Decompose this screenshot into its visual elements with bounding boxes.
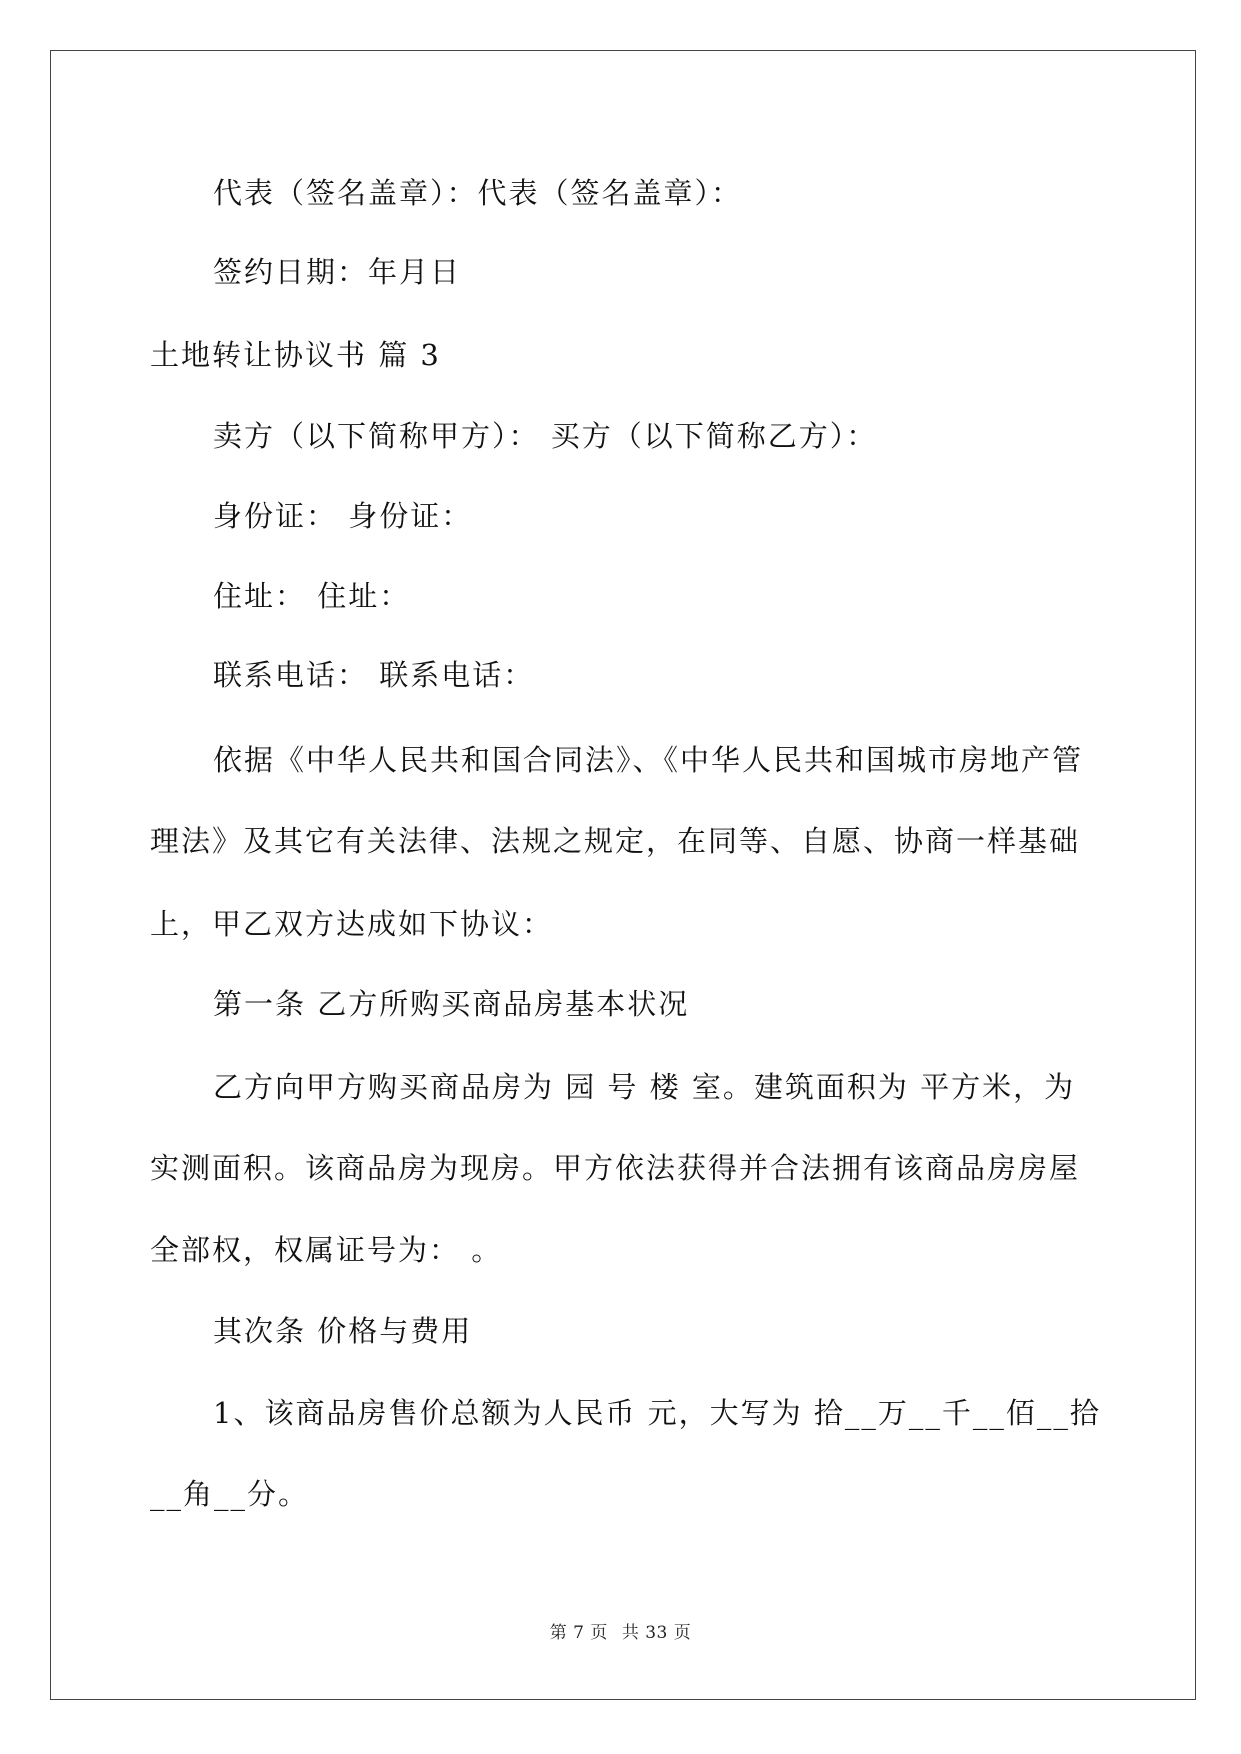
page-number: 第 7 页 — [549, 1623, 608, 1643]
preamble-line-2: 理法》及其它有关法律、法规之规定，在同等、自愿、协商一样基础 — [150, 824, 1081, 858]
preamble-line-3: 上，甲乙双方达成如下协议： — [150, 907, 554, 941]
article-1-text-line-3: 全部权，权属证号为： 。 — [150, 1233, 503, 1267]
signature-representatives-line: 代表（签名盖章）：代表（签名盖章）： — [213, 176, 743, 210]
article-2-heading: 其次条 价格与费用 — [213, 1314, 473, 1348]
section-heading: 土地转让协议书 篇 3 — [150, 338, 441, 372]
article-1-text-line-2: 实测面积。该商品房为现房。甲方依法获得并合法拥有该商品房房屋 — [150, 1151, 1081, 1185]
phone-line: 联系电话： 联系电话： — [213, 658, 535, 692]
article-1-text-line-1: 乙方向甲方购买商品房为 园 号 楼 室。建筑面积为 平方米，为 — [213, 1070, 1076, 1104]
price-clause-line-1: 1、该商品房售价总额为人民币 元，大写为 拾__万__千__佰__拾 — [213, 1396, 1101, 1430]
preamble-line-1: 依据《中华人民共和国合同法》、《中华人民共和国城市房地产管 — [213, 743, 1084, 777]
page-border — [50, 50, 1196, 1700]
price-clause-line-2: __角__分。 — [150, 1477, 310, 1511]
total-pages: 共 33 页 — [621, 1623, 692, 1643]
page-footer — [0, 1623, 1241, 1643]
seller-buyer-line: 卖方（以下简称甲方）： 买方（以下简称乙方）： — [213, 419, 878, 453]
signing-date-line: 签约日期：年月日 — [213, 255, 462, 289]
address-line: 住址： 住址： — [213, 579, 411, 613]
article-1-heading: 第一条 乙方所购买商品房基本状况 — [213, 987, 690, 1021]
id-card-line: 身份证： 身份证： — [213, 499, 473, 533]
